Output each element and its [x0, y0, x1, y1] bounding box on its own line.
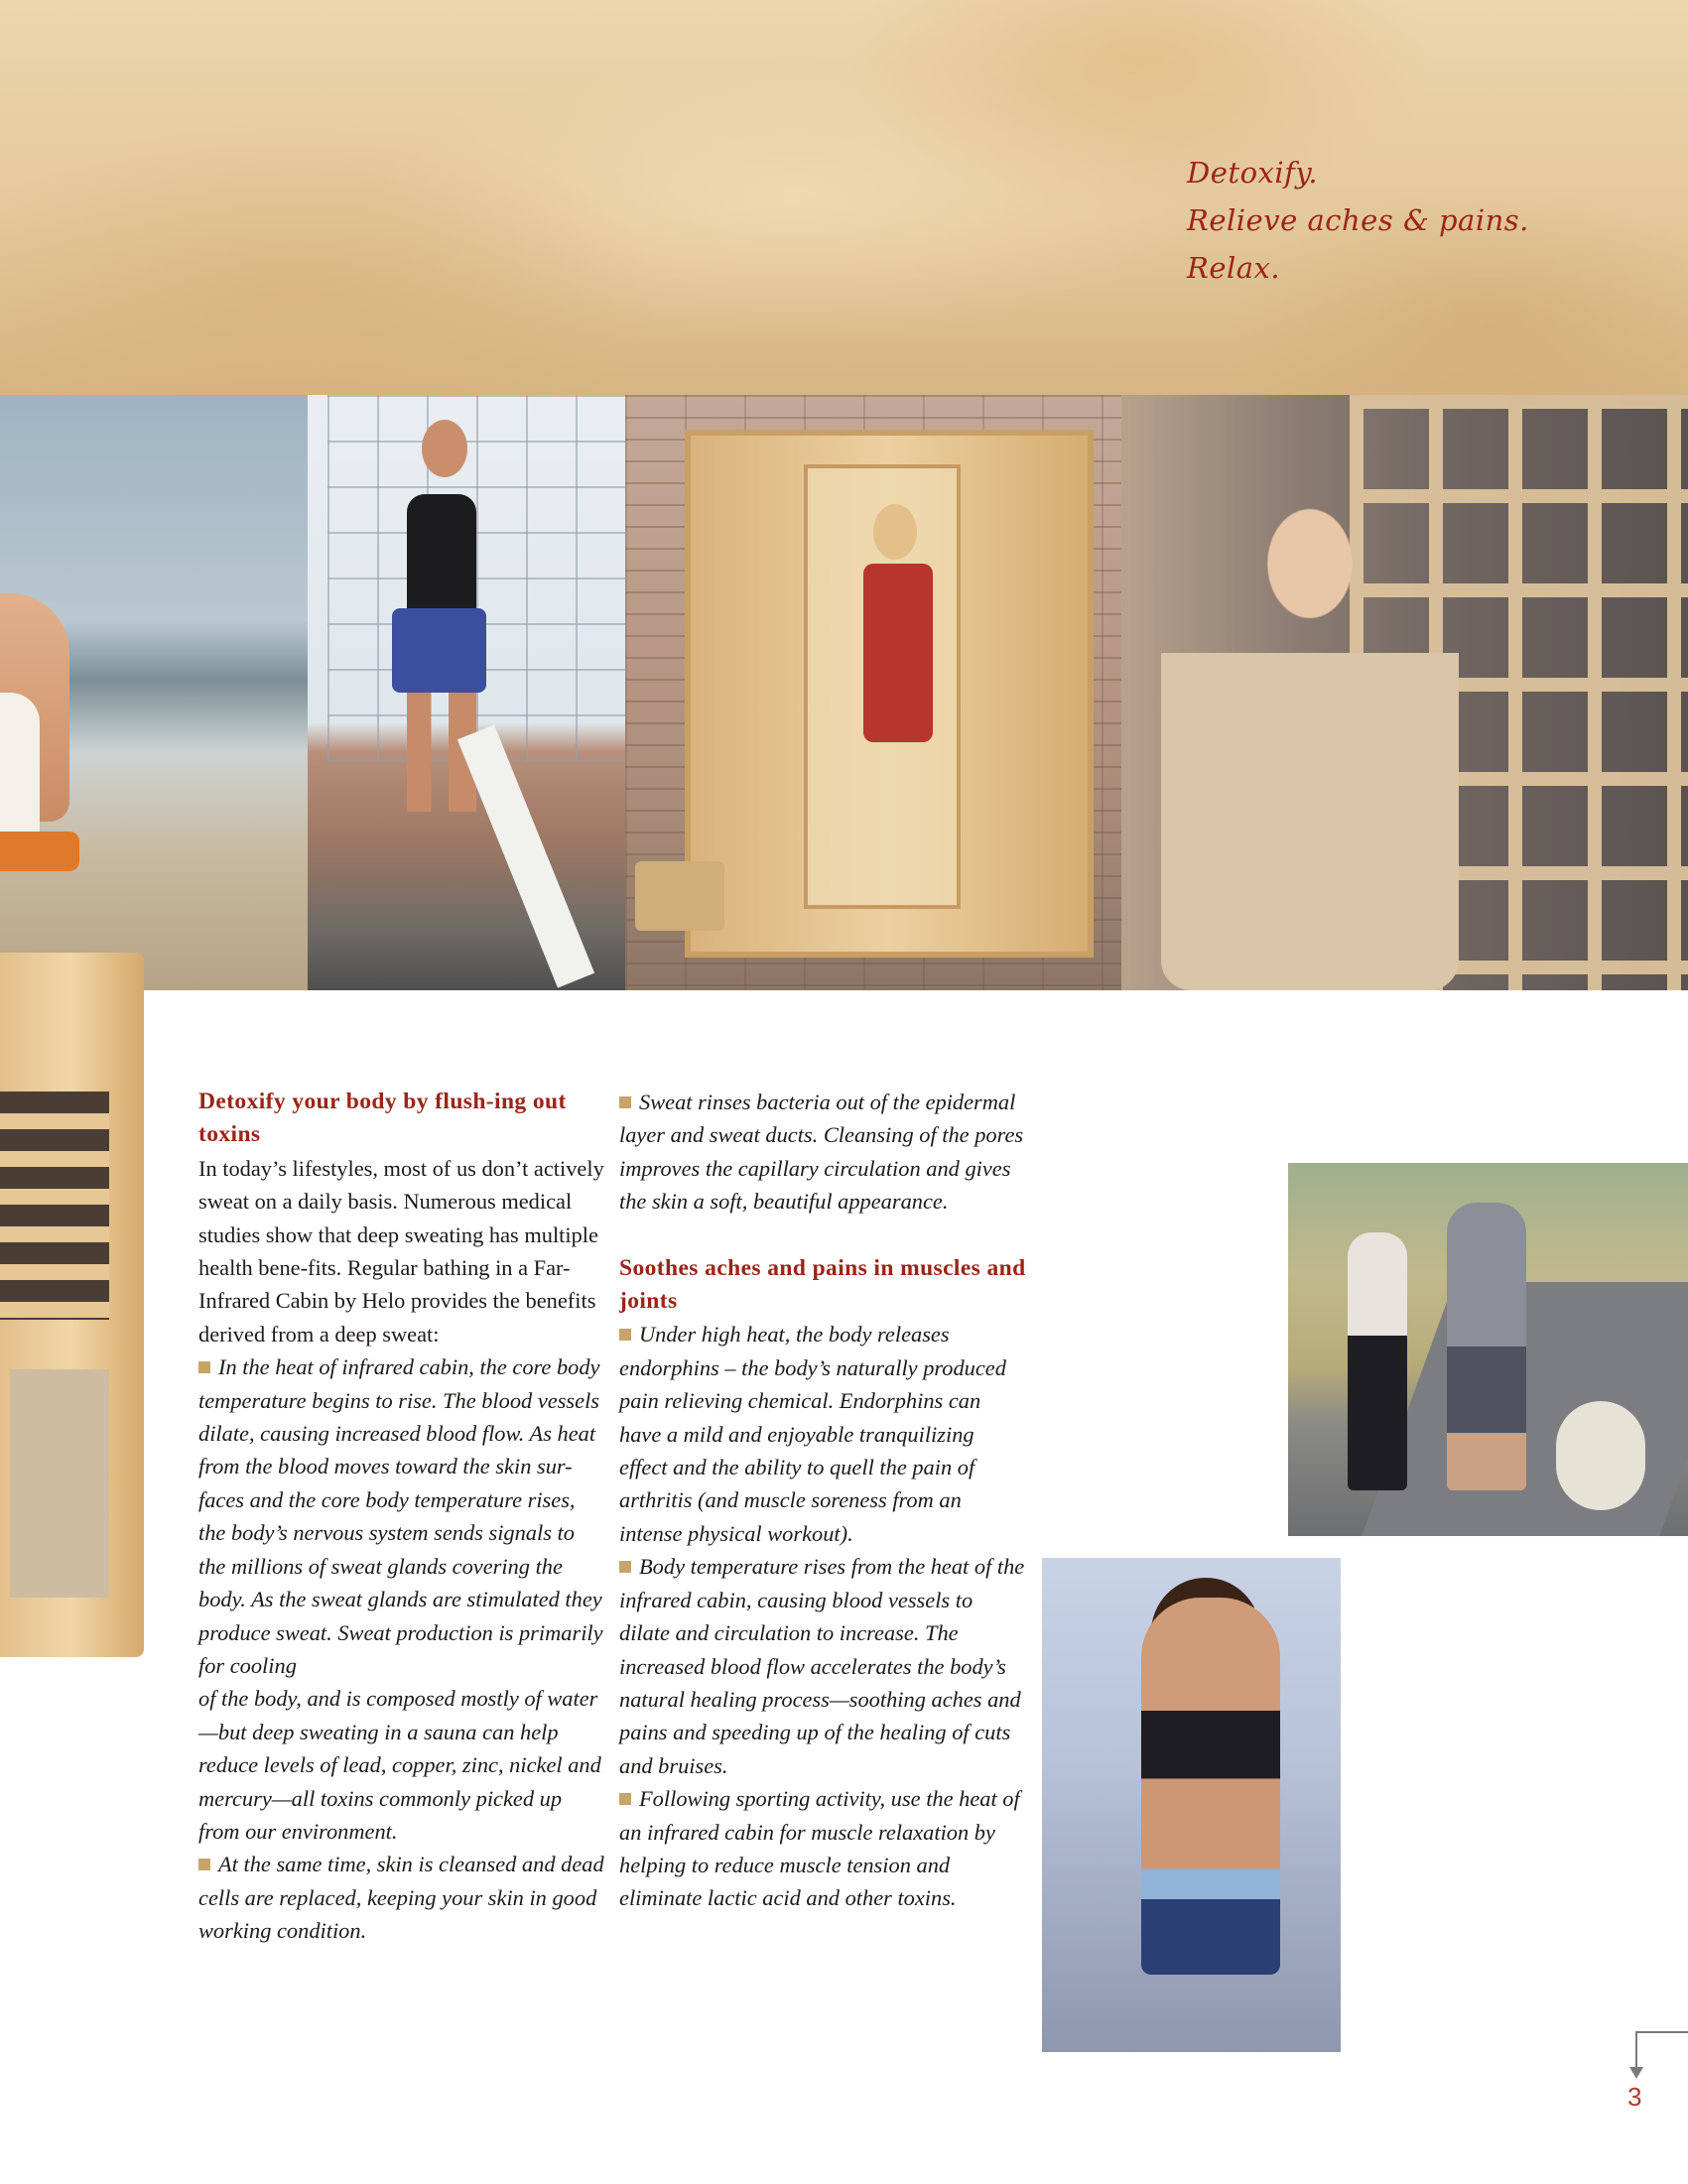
section-heading-detoxify: Detoxify your body by flush-ing out toxins: [198, 1089, 567, 1148]
woman-at-gym-photo: [1042, 1558, 1341, 2052]
text-column-middle: [619, 1086, 1026, 1915]
bullet-marker: [619, 1793, 631, 1805]
bullet-endorphins: Under high heat, the body releases endorphins – the body’s naturally produced pain relieving chemical. Endorphins can have a mild and enjoyable tranquilizing effect and the ability to quell the pain of arthritis (and muscle soreness from an intense physical workout).: [619, 1322, 1006, 1546]
tagline: [1187, 149, 1529, 292]
tagline-line-3: Relax.: [1187, 251, 1281, 285]
bullet-body-temperature: Body temperature rises from the heat of the infrared cabin, causing blood vessels to dilate and circulation to increase. The increased blood flow accelerates the body’s natural healing process—soothing aches and pains and speeding up of the healing of cuts and bruises.: [619, 1554, 1025, 1778]
bullet-skin-cleansed: At the same time, skin is cleansed and dead cells are replaced, keeping your skin in good working condition.: [198, 1852, 604, 1944]
infrared-cabin-photo: [625, 395, 1151, 990]
section-heading-soothes: Soothes aches and pains in muscles and joints: [619, 1254, 1026, 1315]
man-with-water-photo: [308, 395, 645, 990]
bullet-core-temperature: In the heat of infrared cabin, the core body temperature begins to rise. The blood vessels dilate, causing increased blood flow. As heat from the blood moves toward the skin sur-faces and the core body temperature rises, the body’s nervous system sends signals to the millions of sweat glands covering the body. As the sweat glands are stimulated they produce sweat. Sweat production is primarily for cooling: [198, 1354, 603, 1678]
bullet-sweat-rinses: Sweat rinses bacteria out of the epidermal layer and sweat ducts. Cleansing of the pores improves the capillary circulation and gives the skin a soft, beautiful appearance.: [619, 1090, 1024, 1215]
tagline-line-2: Relieve aches & pains.: [1187, 203, 1529, 237]
bullet-marker: [619, 1329, 631, 1341]
bullet-marker: [198, 1361, 210, 1373]
relaxing-woman-photo: [1121, 395, 1688, 990]
bullet-marker: [619, 1096, 631, 1108]
bullet-marker: [619, 1561, 631, 1573]
photo-collage-strip: [0, 395, 1688, 990]
beach-yoga-photo: [0, 395, 327, 990]
cabin-side-photo: [0, 953, 149, 1657]
bullet-core-temperature-continued: of the body, and is composed mostly of water—but deep sweating in a sauna can help reduce levels of lead, copper, zinc, nickel and mercury—all toxins commonly picked up from our environment.: [198, 1686, 601, 1844]
page-corner-arrow-icon: [1635, 2031, 1688, 2081]
bullet-marker: [198, 1859, 210, 1870]
text-column-left: [198, 1086, 605, 1948]
tagline-line-1: Detoxify.: [1187, 156, 1319, 190]
couple-walking-dog-photo: [1288, 1163, 1688, 1536]
bullet-sporting-activity: Following sporting activity, use the heat of an infrared cabin for muscle relaxation by helping to reduce muscle tension and eliminate lactic acid and other toxins.: [619, 1786, 1020, 1911]
page-number: 3: [1627, 2082, 1642, 2112]
parchment-header: [0, 0, 1688, 395]
intro-paragraph: In today’s lifestyles, most of us don’t actively sweat on a daily basis. Numerous medical studies show that deep sweating has multiple health bene-fits. Regular bathing in a Far-Infrared Cabin by Helo provides the benefits derived from a deep sweat:: [198, 1155, 604, 1347]
